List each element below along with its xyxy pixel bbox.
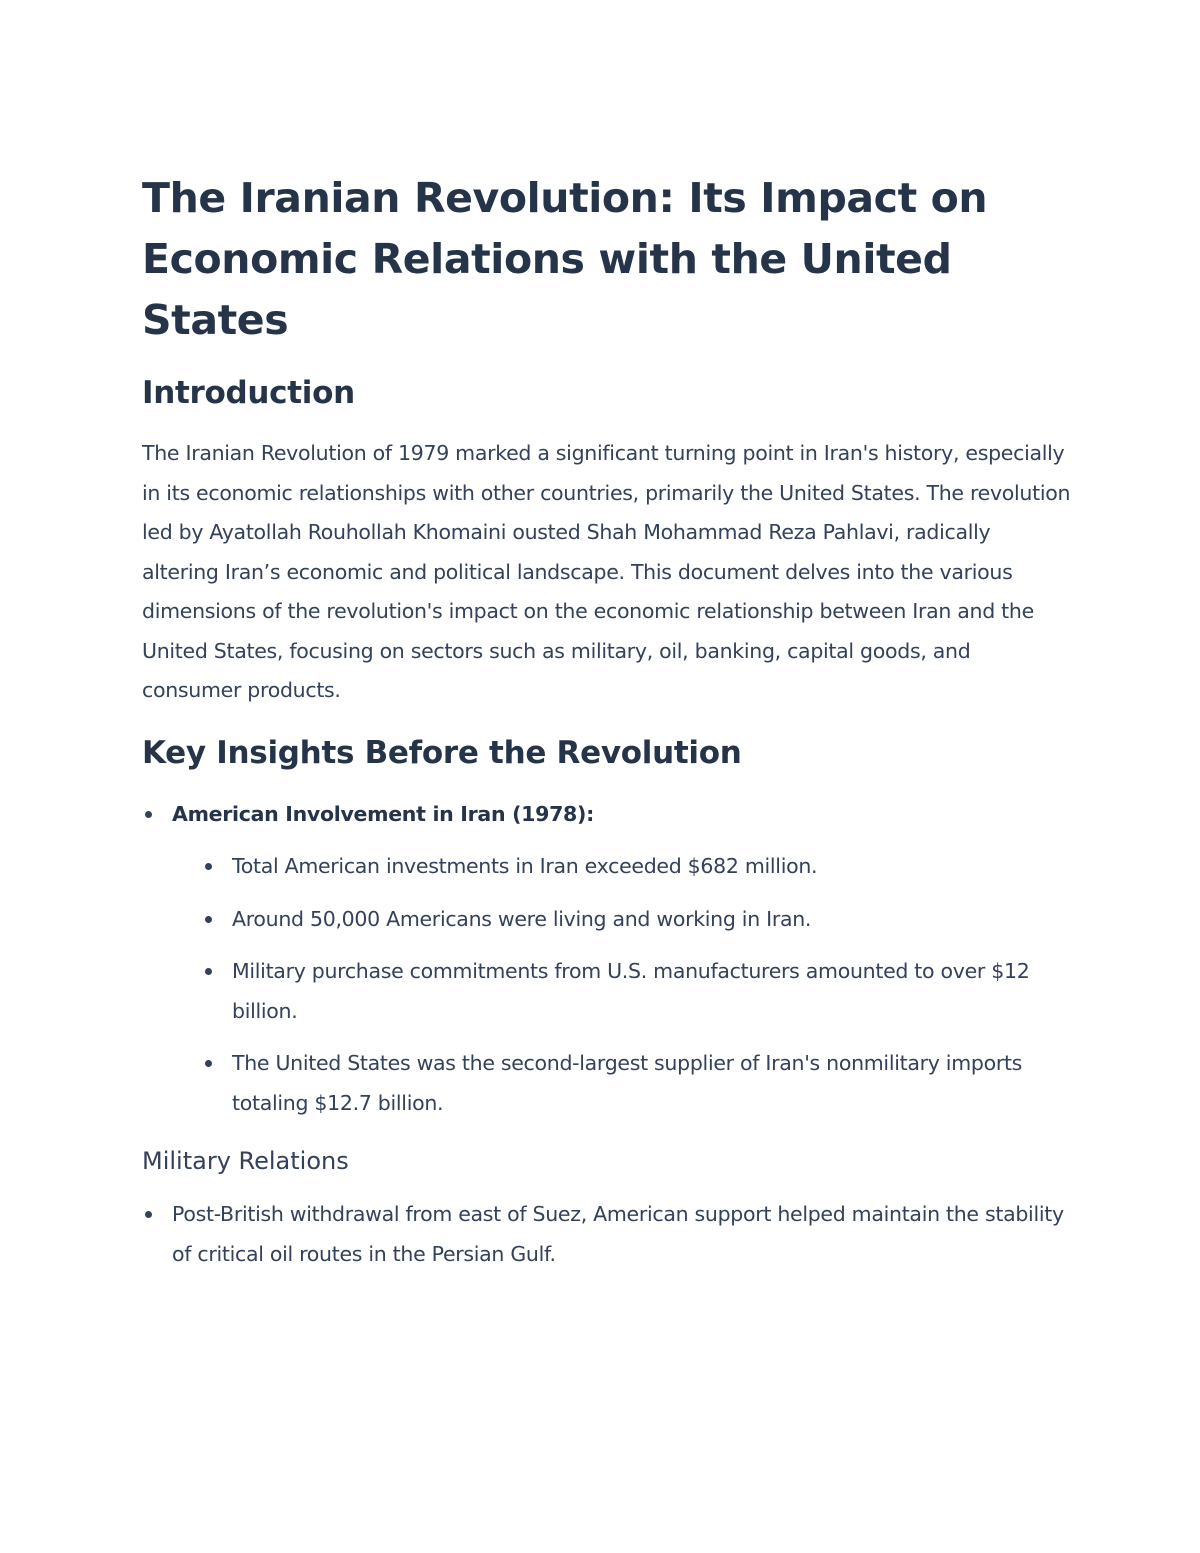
document-page	[142, 168, 1072, 1274]
list-item	[202, 900, 1072, 940]
bullet-icon	[145, 811, 152, 818]
key-insights-list	[142, 795, 1072, 1124]
list-item-american-involvement	[142, 795, 1072, 1124]
list-item	[202, 847, 1072, 887]
list-item-text: The United States was the second-largest supplier of Iran's nonmilitary imports totaling $12.7 billion.	[232, 1051, 1023, 1115]
american-involvement-label: American Involvement in Iran (1978):	[172, 801, 594, 826]
key-insights-heading: Key Insights Before the Revolution	[142, 734, 742, 771]
american-involvement-sublist	[172, 847, 1072, 1123]
military-relations-heading: Military Relations	[142, 1147, 349, 1175]
list-item-text: Total American investments in Iran exceeded $682 million.	[232, 854, 818, 878]
list-item	[202, 1044, 1072, 1123]
introduction-heading: Introduction	[142, 375, 355, 411]
list-item	[202, 952, 1072, 1031]
list-item	[142, 1195, 1072, 1274]
document-title: The Iranian Revolution: Its Impact on Economic Relations with the United States	[142, 174, 988, 344]
list-item-text: Military purchase commitments from U.S. manufacturers amounted to over $12 billion.	[232, 959, 1030, 1023]
bullet-icon	[205, 863, 212, 870]
list-item-text: Post-British withdrawal from east of Suez, American support helped maintain the stability of critical oil routes in the Persian Gulf.	[172, 1202, 1064, 1266]
bullet-icon	[145, 1211, 152, 1218]
bullet-icon	[205, 1060, 212, 1067]
bullet-icon	[205, 916, 212, 923]
list-item-text: Around 50,000 Americans were living and working in Iran.	[232, 906, 812, 931]
introduction-paragraph: The Iranian Revolution of 1979 marked a significant turning point in Iran's history, especially in its economic relationships with other countries, primarily the United States. The revolution led by Ayatollah Rouhollah Khomaini ousted Shah Mohammad Reza Pahlavi, radically altering Iran’s economic and political landscape. This document delves into the various dimensions of the revolution's impact on the economic relationship between Iran and the United States, focusing on sectors such as military, oil, banking, capital goods, and consumer products.	[142, 441, 1071, 702]
military-relations-list	[142, 1195, 1072, 1274]
bullet-icon	[205, 968, 212, 975]
